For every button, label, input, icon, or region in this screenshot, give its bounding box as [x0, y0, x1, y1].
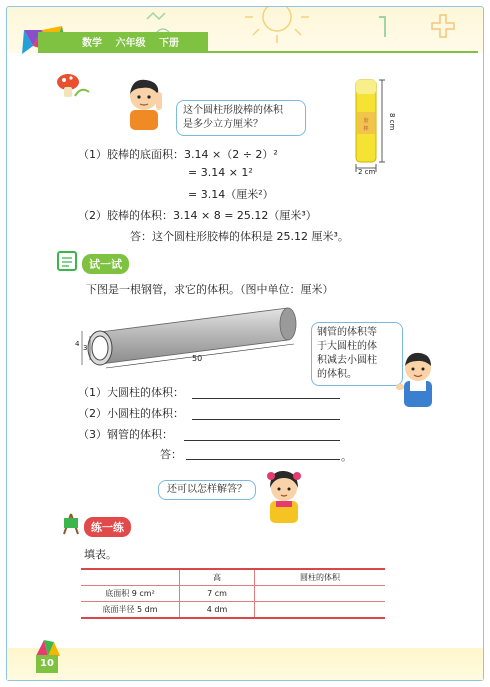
steel-pipe-diagram — [70, 300, 310, 380]
fill-in-table — [81, 568, 385, 619]
table-cell: 底面积 9 cm² — [81, 586, 180, 602]
step-1-b: = 3.14 × 1² — [188, 166, 253, 179]
answer-line-3[interactable] — [184, 440, 340, 441]
table-answer-cell[interactable] — [255, 602, 386, 619]
try-question-1: （1）大圆柱的体积： — [78, 386, 184, 399]
question-line-2: 是多少立方厘米？ — [183, 119, 263, 130]
table-cell: 4 dm — [180, 602, 255, 619]
hint-bubble — [311, 322, 403, 386]
hint-line-4: 的体积。 — [317, 369, 357, 380]
glue-width-label: 2 cm — [358, 168, 376, 176]
question-line-1: 这个圆柱形胶棒的体积 — [183, 105, 283, 116]
hint-line-3: 积减去小圆柱 — [317, 355, 377, 366]
try-answer-line[interactable] — [186, 459, 340, 460]
pipe-inner-label: 3 — [83, 344, 88, 352]
header-band — [38, 32, 208, 52]
table-header-row — [81, 569, 385, 586]
table-answer-cell[interactable] — [255, 586, 386, 602]
svg-text:棒: 棒 — [363, 126, 369, 132]
header-volume: 下册 — [158, 38, 179, 49]
pipe-outer-label: 4 — [75, 340, 80, 348]
girl-thinking-illustration — [262, 468, 306, 524]
try-it-badge: 试一试 — [82, 254, 129, 274]
try-question-2: （2）小圆柱的体积： — [78, 407, 184, 420]
other-way-bubble — [158, 480, 256, 500]
answer-line-1[interactable] — [192, 398, 340, 399]
hint-line-2: 于大圆柱的体 — [317, 341, 377, 352]
table-header-cell — [81, 569, 180, 586]
other-way-text: 还可以怎样解答？ — [167, 484, 247, 495]
practice-instruction: 填表。 — [84, 548, 117, 561]
table-cell: 7 cm — [180, 586, 255, 602]
boy-thinking-illustration — [122, 78, 168, 130]
notebook-icon — [56, 250, 80, 272]
page-number: 10 — [36, 655, 58, 673]
step-1-c: = 3.14（厘米²） — [188, 188, 274, 201]
table-row — [81, 586, 385, 602]
header-subject: 数学 — [82, 38, 102, 49]
question-bubble — [176, 100, 306, 136]
table-cell: 底面半径 5 dm — [81, 602, 180, 619]
svg-text:胶: 胶 — [363, 118, 369, 124]
try-question-3: （3）钢管的体积： — [78, 428, 173, 441]
pipe-length-label: 50 — [192, 354, 203, 363]
practice-badge: 练一练 — [84, 517, 131, 537]
table-header-cell: 高 — [180, 569, 255, 586]
try-it-prompt: 下图是一根钢管，求它的体积。（图中单位：厘米） — [86, 283, 334, 296]
step-2: （2）胶棒的体积：3.14 × 8 = 25.12（厘米³） — [78, 209, 317, 222]
table-row — [81, 602, 385, 619]
footer-background — [7, 648, 483, 680]
table-header-cell: 圆柱的体积 — [255, 569, 386, 586]
glue-height-label: 8 cm — [388, 113, 396, 131]
header-line — [38, 51, 478, 53]
example-answer: 答：这个圆柱形胶棒的体积是 25.12 厘米³。 — [130, 230, 349, 243]
boy-pointing-illustration — [396, 350, 438, 410]
header-grade: 六年级 — [115, 38, 146, 49]
try-answer-label: 答： — [160, 448, 182, 461]
hint-line-1: 钢管的体积等 — [317, 327, 377, 338]
step-1: （1）胶棒的底面积：3.14 ×（2 ÷ 2）² — [78, 148, 278, 161]
easel-icon — [58, 510, 84, 536]
example-icon — [55, 70, 91, 102]
try-answer-end: 。 — [341, 450, 352, 463]
answer-line-2[interactable] — [192, 419, 340, 420]
